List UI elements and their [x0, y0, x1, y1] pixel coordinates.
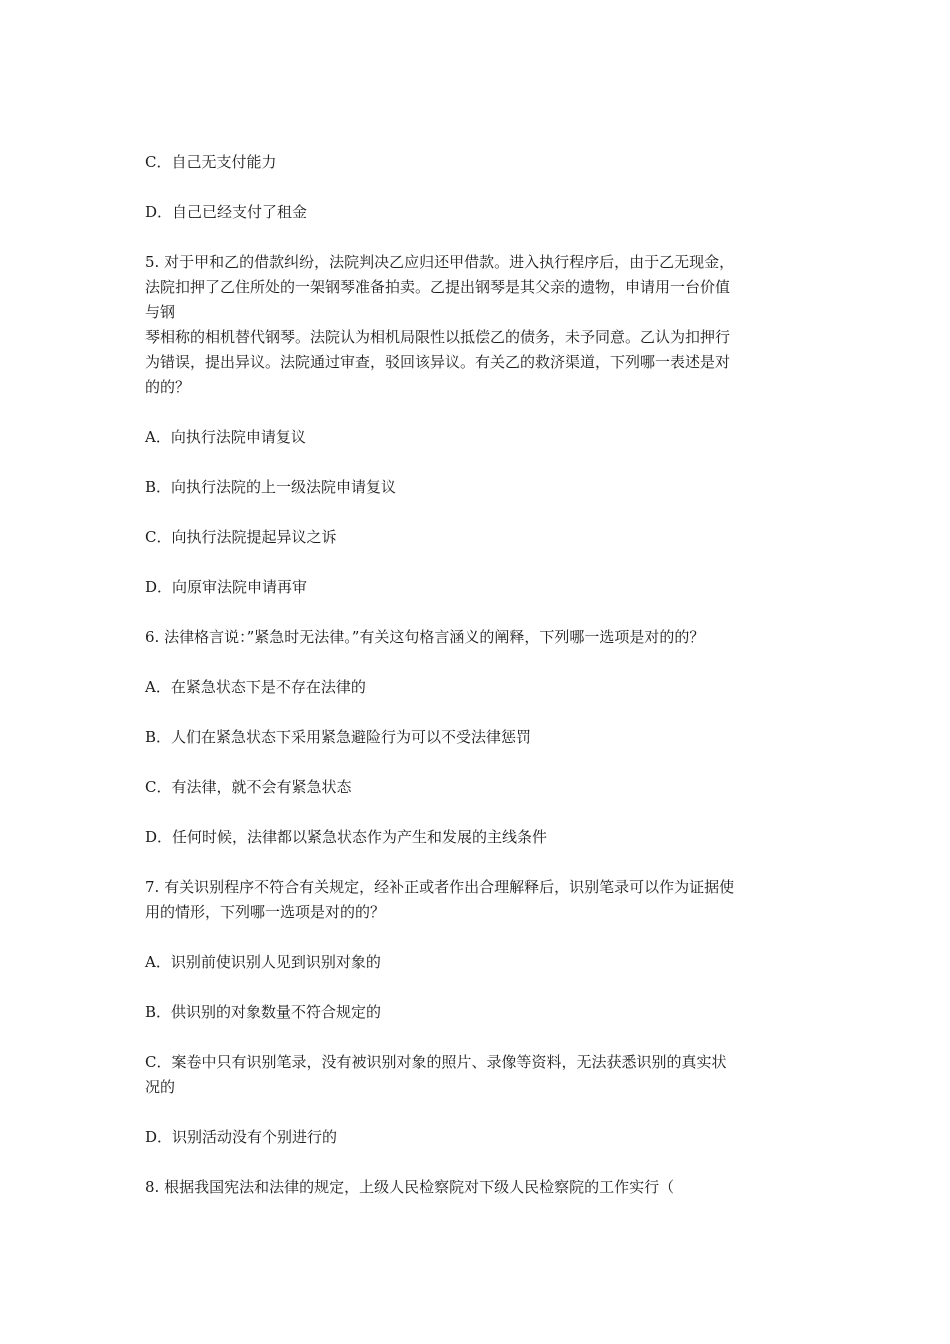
question-7	[145, 875, 810, 925]
text-line: 况的	[145, 1078, 176, 1096]
text-line: 为错误，提出异议。法院通过审查，驳回该异议。有关乙的救济渠道，下列哪一表述是对	[145, 353, 731, 371]
option-c-q4	[145, 150, 810, 175]
option-a-q7	[145, 950, 810, 975]
option-b-q5	[145, 475, 810, 500]
text-line: 5. 对于甲和乙的借款纠纷，法院判决乙应归还甲借款。进入执行程序后，由于乙无现金，	[145, 253, 735, 271]
text-line: A．识别前使识别人见到识别对象的	[145, 953, 381, 971]
text-line: D．任何时候，法律都以紧急状态作为产生和发展的主线条件	[145, 828, 548, 846]
option-d-q5	[145, 575, 810, 600]
option-c-q7	[145, 1050, 810, 1100]
text-line: 与钢	[145, 303, 176, 321]
option-a-q5	[145, 425, 810, 450]
option-a-q6	[145, 675, 810, 700]
text-line: B．人们在紧急状态下采用紧急避险行为可以不受法律惩罚	[145, 728, 532, 746]
text-line: B．向执行法院的上一级法院申请复议	[145, 478, 397, 496]
text-line: C．向执行法院提起异议之诉	[145, 528, 337, 546]
option-b-q6	[145, 725, 810, 750]
option-c-q6	[145, 775, 810, 800]
option-d-q7	[145, 1125, 810, 1150]
text-line: 琴相称的相机替代钢琴。法院认为相机局限性以抵偿乙的债务，未予同意。乙认为扣押行	[145, 328, 731, 346]
text-line: D．识别活动没有个别进行的	[145, 1128, 338, 1146]
text-line: D．自己已经支付了租金	[145, 203, 308, 221]
text-line: 用的情形，下列哪一选项是对的的？	[145, 903, 386, 921]
option-b-q7	[145, 1000, 810, 1025]
text-line: 6. 法律格言说：”紧急时无法律。”有关这句格言涵义的阐释，下列哪一选项是对的的？	[145, 628, 705, 646]
text-line: C．有法律，就不会有紧急状态	[145, 778, 352, 796]
text-line: B．供识别的对象数量不符合规定的	[145, 1003, 382, 1021]
text-line: D．向原审法院申请再审	[145, 578, 308, 596]
text-line: C．案卷中只有识别笔录，没有被识别对象的照片、录像等资料，无法获悉识别的真实状	[145, 1053, 727, 1071]
text-line: A．在紧急状态下是不存在法律的	[145, 678, 366, 696]
question-8	[145, 1175, 810, 1200]
option-c-q5	[145, 525, 810, 550]
question-5	[145, 250, 810, 400]
text-line: 7. 有关识别程序不符合有关规定，经补正或者作出合理解释后，识别笔录可以作为证据使	[145, 878, 735, 896]
option-d-q4	[145, 200, 810, 225]
text-line: 法院扣押了乙住所处的一架钢琴准备拍卖。乙提出钢琴是其父亲的遗物，申请用一台价值	[145, 278, 731, 296]
text-line: C．自己无支付能力	[145, 153, 277, 171]
option-d-q6	[145, 825, 810, 850]
text-line: 的的？	[145, 378, 191, 396]
question-6	[145, 625, 810, 650]
text-line: A．向执行法院申请复议	[145, 428, 306, 446]
text-line: 8. 根据我国宪法和法律的规定，上级人民检察院对下级人民检察院的工作实行（	[145, 1178, 675, 1196]
document-body	[145, 150, 810, 1225]
